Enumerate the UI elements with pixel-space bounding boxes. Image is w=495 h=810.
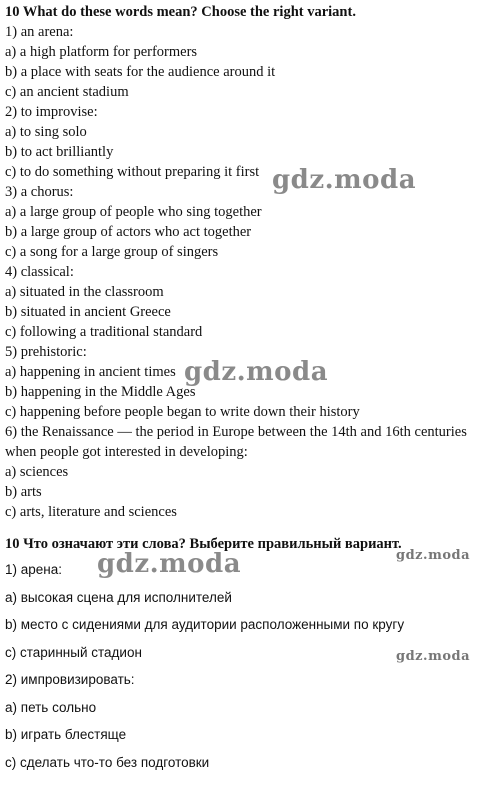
english-line: a) situated in the classroom	[5, 284, 164, 300]
english-line: c) arts, literature and sciences	[5, 504, 177, 520]
english-line: a) happening in ancient times	[5, 364, 176, 380]
english-line: 2) to improvise:	[5, 104, 98, 120]
russian-line: b) место с сидениями для аудитории расположенными по кругу	[5, 617, 405, 632]
russian-heading: 10 Что означают эти слова? Выберите правильный вариант.	[5, 536, 402, 552]
english-line: a) to sing solo	[5, 124, 87, 140]
english-line: c) an ancient stadium	[5, 84, 129, 100]
english-line: b) a large group of actors who act together	[5, 224, 252, 240]
watermark: gdz.moda	[184, 357, 329, 387]
russian-line: с) сделать что-то без подготовки	[5, 754, 210, 770]
english-line: c) a song for a large group of singers	[5, 244, 219, 260]
english-line: 6) the Renaissance — the period in Europe between the 14th and 16th centuries	[5, 424, 467, 440]
russian-line: 2) импровизировать:	[5, 672, 135, 687]
russian-line: с) старинный стадион	[5, 644, 142, 660]
english-heading: 10 What do these words mean? Choose the right variant.	[5, 4, 356, 20]
russian-lines	[5, 556, 493, 776]
english-lines	[5, 22, 493, 522]
english-line: c) happening before people began to write down their history	[5, 404, 360, 420]
english-line: c) following a traditional standard	[5, 324, 203, 340]
english-line: c) to do something without preparing it first	[5, 164, 260, 180]
english-line: 4) classical:	[5, 264, 74, 280]
russian-line: а) высокая сцена для исполнителей	[5, 589, 232, 605]
english-line: 3) a chorus:	[5, 184, 74, 200]
english-line: a) a high platform for performers	[5, 44, 198, 60]
english-line: b) a place with seats for the audience around it	[5, 64, 276, 80]
english-exercise	[5, 2, 493, 522]
english-line: b) arts	[5, 484, 42, 500]
watermark: gdz.moda	[396, 649, 471, 664]
russian-line: а) петь сольно	[5, 699, 97, 715]
english-line: b) to act brilliantly	[5, 144, 114, 160]
english-line: 5) prehistoric:	[5, 344, 87, 360]
russian-line: 1) арена:	[5, 562, 62, 577]
russian-line: b) играть блестяще	[5, 727, 127, 742]
english-line: 1) an arena:	[5, 24, 74, 40]
english-line: when people got interested in developing:	[5, 444, 248, 460]
english-line: a) a large group of people who sing together	[5, 204, 262, 220]
watermark: gdz.moda	[272, 165, 417, 195]
english-line: b) happening in the Middle Ages	[5, 384, 196, 400]
watermark: gdz.moda	[396, 548, 471, 563]
english-line: b) situated in ancient Greece	[5, 304, 171, 320]
english-line: a) sciences	[5, 464, 69, 480]
watermark: gdz.moda	[97, 549, 242, 579]
